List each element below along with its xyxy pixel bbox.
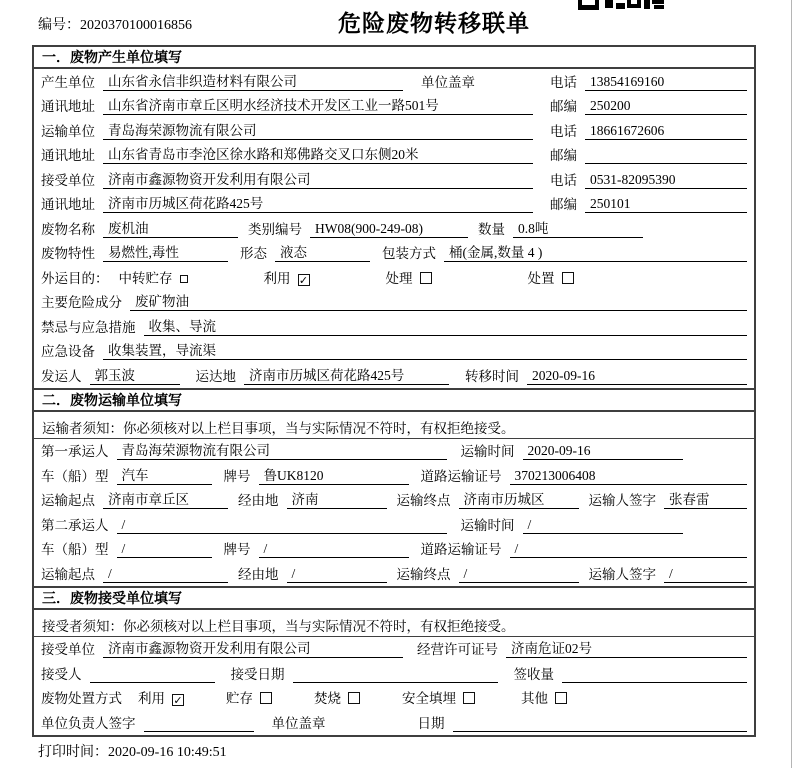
disposal-option-landfill: [402, 687, 475, 707]
destination-value: 济南市历城区荷花路425号: [244, 364, 449, 385]
receiver1-label: 接受单位: [41, 172, 95, 188]
form-label: 形态: [240, 246, 267, 261]
disposal-option-utilize-label: 利用: [138, 691, 165, 706]
section-producer-title: 一．废物产生单位填写: [34, 47, 754, 69]
phone1-label: 电话: [550, 74, 577, 90]
permit2-label: 道路运输证号: [420, 542, 502, 557]
accept-date-value: [293, 666, 498, 683]
disposal-utilize-checkbox: ✓: [173, 694, 183, 707]
section-transport-title: 二．废物运输单位填写: [34, 390, 754, 412]
receiving-unit-value: 济南市鑫源物资开发利用有限公司: [103, 637, 403, 658]
document-number: [38, 14, 192, 34]
sign1-value: 张春雷: [664, 488, 747, 509]
waste-name-value: 废机油: [103, 217, 238, 238]
row-head-signature: [34, 710, 754, 735]
section-producer: [34, 47, 754, 388]
date-value: [453, 715, 748, 732]
purpose-utilize-checkbox: ✓: [298, 273, 309, 287]
disposal-other-checkbox: [555, 692, 567, 704]
hazard-value: 废矿物油: [130, 290, 747, 311]
address2-value: 山东省青岛市李沧区徐水路和郑佛路交叉口东侧20米: [103, 143, 533, 164]
row-producer-address: [34, 94, 754, 119]
origin2-label: 运输起点: [41, 566, 95, 582]
transport-notice: 运输者须知：你必须核对以上栏目事项，当与实际情况不符时，有权拒绝接受。: [34, 412, 754, 439]
plate2-label: 牌号: [223, 542, 251, 557]
qty-value: 0.8吨: [513, 217, 643, 238]
equipment-value: 收集装置，导流渠: [103, 339, 747, 360]
equipment-label: 应急设备: [41, 344, 95, 359]
carrier1-label: 第一承运人: [41, 444, 109, 459]
traits-label: 废物特性: [41, 246, 95, 261]
purpose-option-transfer-storage-label: 中转贮存: [118, 270, 173, 286]
phone3-value: 0531-82095390: [585, 172, 747, 189]
purpose-option-dispose: [528, 267, 574, 287]
zip1-value: 250200: [585, 98, 747, 115]
row-receiver: [34, 167, 754, 192]
row-hazard: [34, 290, 754, 315]
row-disposal-method: [34, 686, 754, 711]
plate1-value: 鲁UK8120: [259, 464, 409, 485]
zip2-label: 邮编: [550, 148, 577, 163]
row-purpose: [34, 265, 754, 290]
zip3-label: 邮编: [550, 197, 577, 212]
section-transport: [34, 388, 754, 586]
phone1-value: 13854169160: [585, 74, 747, 91]
sign2-value: /: [664, 566, 747, 583]
permit2-value: /: [510, 541, 748, 558]
producer-value: 山东省永信非织造材料有限公司: [103, 70, 403, 91]
taboo-label: 禁忌与应急措施: [41, 319, 136, 335]
page-title: 危险废物转移联单: [338, 11, 530, 36]
carrier1-value: 青岛海荣源物流有限公司: [117, 439, 447, 460]
qty-label: 数量: [478, 221, 505, 237]
receipt-qty-label: 签收量: [513, 666, 554, 682]
destination-label: 运达地: [195, 368, 236, 384]
date-label: 日期: [417, 715, 445, 731]
manifest-form: [32, 45, 756, 737]
disposal-option-other-label: 其他: [521, 691, 548, 706]
row-receiving-unit: [34, 637, 754, 662]
disposal-option-incinerate: [314, 687, 360, 707]
disposal-storage-checkbox: [260, 692, 272, 704]
sign2-label: 运输人签字: [588, 566, 656, 582]
vehicle1-label: 车（船）型: [41, 468, 109, 484]
receiver1-value: 济南市鑫源物资开发利用有限公司: [103, 168, 533, 189]
zip3-value: 250101: [585, 196, 747, 213]
via2-label: 经由地: [238, 566, 279, 582]
packing-label: 包装方式: [382, 246, 436, 261]
carrier2-label: 第二承运人: [41, 517, 109, 533]
sign1-label: 运输人签字: [588, 493, 656, 508]
zip2-value: [585, 147, 747, 164]
address3-label: 通讯地址: [41, 197, 95, 212]
transfer-time-label: 转移时间: [465, 368, 519, 384]
taboo-value: 收集、导流: [144, 315, 748, 336]
category-value: HW08(900-249-08): [310, 221, 468, 238]
disposal-incinerate-checkbox: [348, 692, 360, 704]
via2-value: /: [287, 566, 387, 583]
purpose-option-dispose-label: 处置: [527, 270, 555, 286]
purpose-option-treat-label: 处理: [385, 270, 413, 286]
vehicle1-value: 汽车: [117, 464, 212, 485]
zip1-label: 邮编: [550, 99, 577, 114]
purpose-transfer-storage-checkbox: [180, 275, 188, 283]
transport-time2-label: 运输时间: [460, 517, 515, 533]
packing-value: 桶(金属,数量 4 ): [444, 241, 747, 262]
print-time-label: 打印时间：: [38, 745, 108, 760]
plate1-label: 牌号: [223, 468, 251, 484]
purpose-option-utilize-label: 利用: [263, 270, 291, 286]
row-waste-name: [34, 216, 754, 241]
form-value: 液态: [275, 241, 370, 262]
transport-time2-value: /: [523, 517, 683, 534]
hazard-label: 主要危险成分: [41, 295, 122, 310]
carrier2-value: /: [117, 517, 447, 534]
disposal-label: 废物处置方式: [41, 691, 122, 706]
purpose-option-utilize: [264, 267, 310, 287]
address1-label: 通讯地址: [41, 99, 95, 114]
disposal-landfill-checkbox: [463, 692, 475, 704]
disposal-option-utilize: [138, 687, 184, 707]
purpose-dispose-checkbox: [562, 272, 574, 284]
acceptor-label: 接受人: [41, 666, 82, 682]
row-carrier2: [34, 512, 754, 537]
head-sign-value: [144, 715, 254, 732]
row-vehicle2: [34, 537, 754, 562]
origin1-label: 运输起点: [41, 493, 95, 508]
shipper-value: 郭玉波: [90, 364, 180, 385]
row-route1: [34, 488, 754, 513]
page-edge-line: [791, 0, 792, 768]
section-receiver-title: 三．废物接受单位填写: [34, 588, 754, 610]
row-emergency-equipment: [34, 339, 754, 364]
license-value: 济南危证02号: [506, 637, 747, 658]
category-label: 类别编号: [248, 221, 302, 237]
head-sign-label: 单位负责人签字: [41, 715, 136, 731]
disposal-option-incinerate-label: 焚烧: [314, 691, 341, 706]
row-route2: [34, 561, 754, 586]
print-time-value: 2020-09-16 10:49:51: [108, 745, 227, 760]
document-number-value: 2020370100016856: [80, 18, 192, 33]
row-acceptor: [34, 661, 754, 686]
permit1-value: 370213006408: [510, 468, 748, 485]
address3-value: 济南市历城区荷花路425号: [103, 192, 533, 213]
disposal-option-landfill-label: 安全填埋: [402, 691, 456, 706]
purpose-option-treat: [386, 267, 432, 287]
end1-value: 济南市历城区: [459, 488, 579, 509]
row-receiver-address: [34, 192, 754, 217]
receiving-unit-label: 接受单位: [41, 642, 95, 657]
qr-code-fragment: [578, 0, 664, 11]
disposal-option-storage-label: 贮存: [226, 691, 253, 706]
end1-label: 运输终点: [396, 493, 451, 508]
vehicle2-label: 车（船）型: [41, 542, 109, 557]
purpose-option-transfer-storage: [119, 267, 188, 287]
transport-time1-label: 运输时间: [460, 444, 515, 459]
end2-value: /: [459, 566, 579, 583]
plate2-value: /: [259, 541, 409, 558]
producer-label: 产生单位: [41, 74, 95, 90]
purpose-label: 外运目的：: [41, 270, 109, 286]
seal-label: 单位盖章: [421, 74, 475, 90]
transport-time1-value: 2020-09-16: [523, 443, 683, 460]
row-transporter-address: [34, 143, 754, 168]
row-transporter: [34, 118, 754, 143]
document-number-label: 编号：: [38, 18, 80, 33]
print-time: [38, 741, 227, 761]
shipper-label: 发运人: [41, 368, 82, 384]
via1-value: 济南: [287, 488, 387, 509]
transfer-time-value: 2020-09-16: [527, 368, 747, 385]
section-receiver: [34, 586, 754, 735]
row-producer: [34, 69, 754, 94]
phone2-value: 18661672606: [585, 123, 747, 140]
phone3-label: 电话: [550, 172, 577, 188]
origin1-value: 济南市章丘区: [103, 488, 228, 509]
disposal-option-other: [521, 687, 567, 707]
acceptor-value: [90, 666, 215, 683]
receipt-qty-value: [562, 666, 747, 683]
transporter-label: 运输单位: [41, 123, 95, 139]
traits-value: 易燃性,毒性: [103, 241, 228, 262]
origin2-value: /: [103, 566, 228, 583]
license-label: 经营许可证号: [417, 642, 498, 657]
via1-label: 经由地: [238, 493, 279, 508]
waste-name-label: 废物名称: [41, 221, 95, 237]
unit-seal-label: 单位盖章: [271, 715, 326, 731]
accept-date-label: 接受日期: [230, 666, 285, 682]
disposal-option-storage: [226, 687, 272, 707]
vehicle2-value: /: [117, 541, 212, 558]
phone2-label: 电话: [550, 123, 577, 139]
row-carrier1: [34, 439, 754, 464]
row-waste-traits: [34, 241, 754, 266]
end2-label: 运输终点: [396, 566, 451, 582]
row-taboo: [34, 314, 754, 339]
address2-label: 通讯地址: [41, 148, 95, 163]
row-vehicle1: [34, 463, 754, 488]
row-shipper: [34, 363, 754, 388]
receiver-notice: 接受者须知：你必须核对以上栏目事项，当与实际情况不符时，有权拒绝接受。: [34, 610, 754, 637]
address1-value: 山东省济南市章丘区明水经济技术开发区工业一路501号: [103, 94, 533, 115]
purpose-treat-checkbox: [420, 272, 432, 284]
transporter-value: 青岛海荣源物流有限公司: [103, 119, 533, 140]
permit1-label: 道路运输证号: [420, 468, 502, 484]
